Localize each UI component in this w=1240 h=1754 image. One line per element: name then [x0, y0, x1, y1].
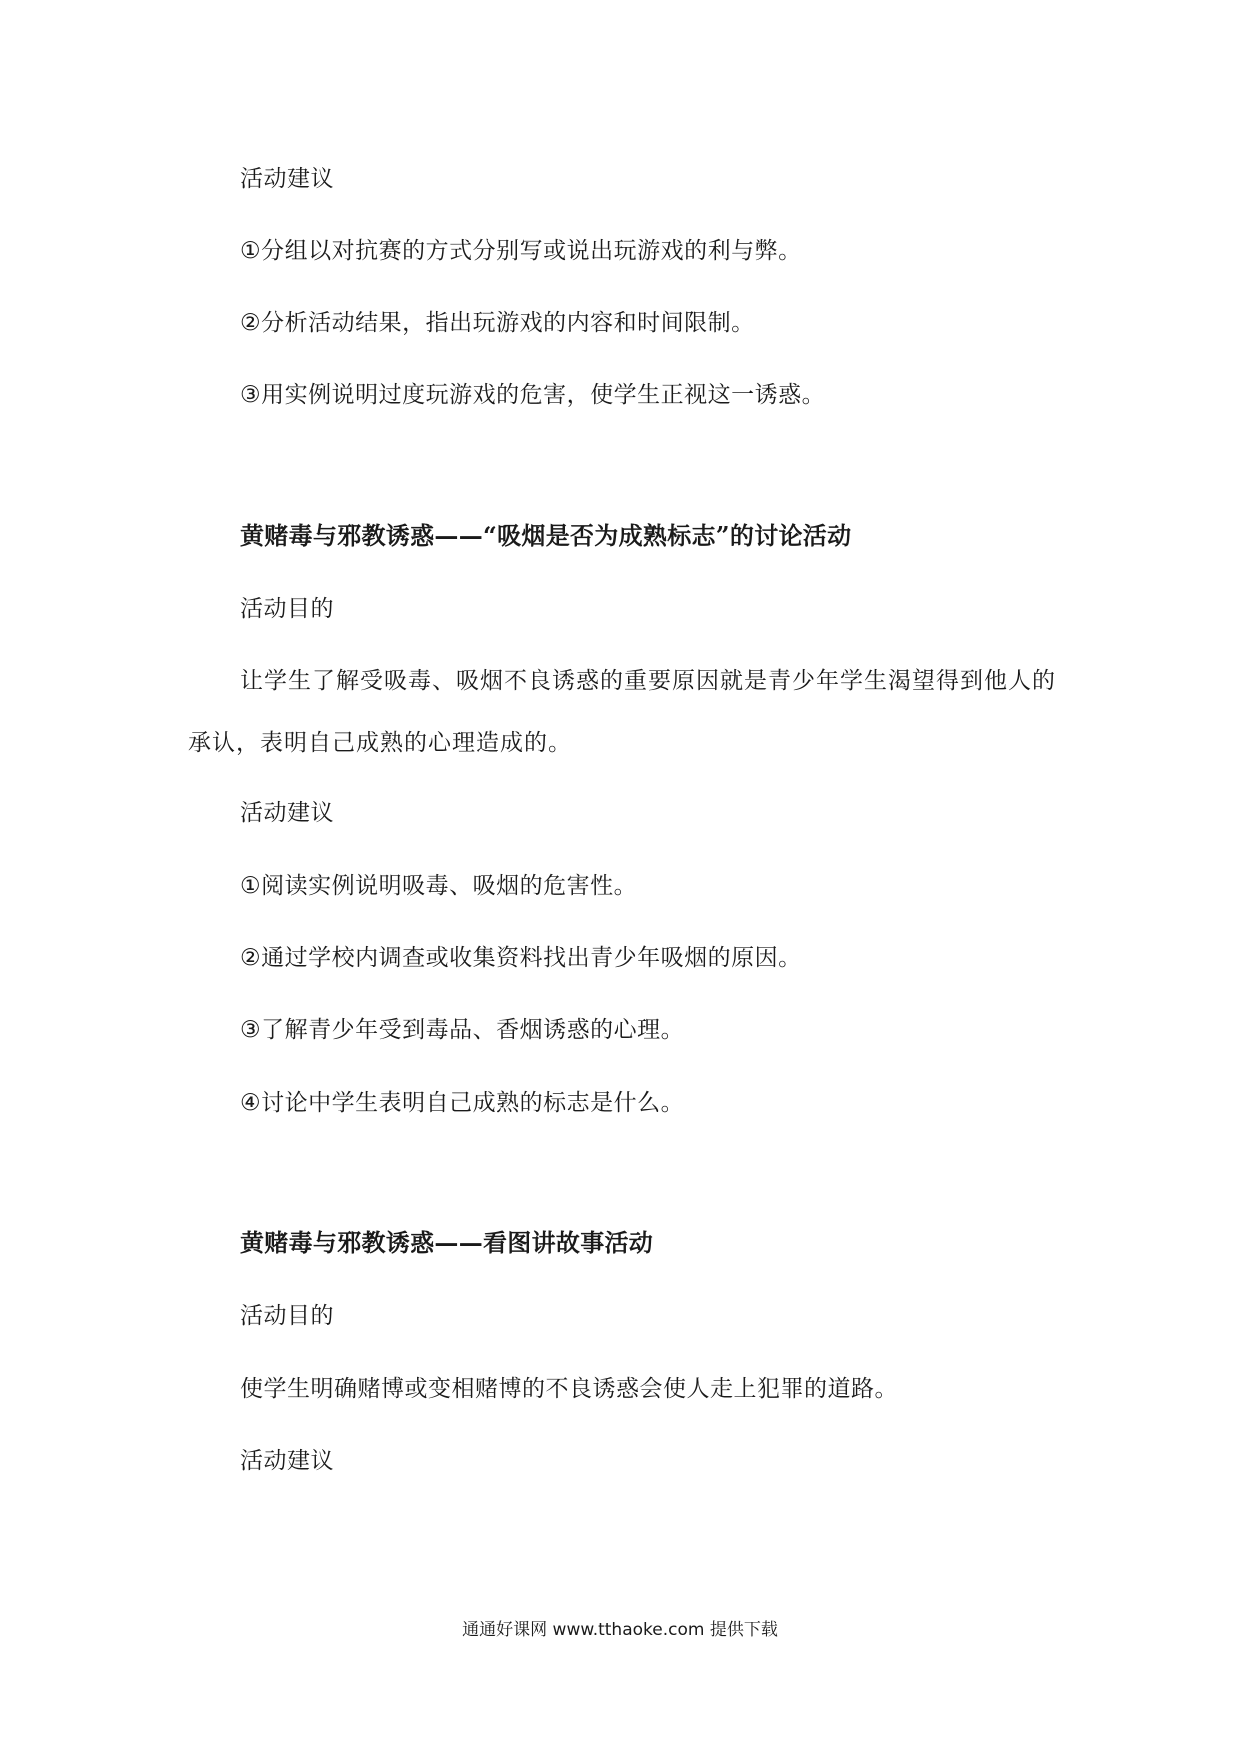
section3-heading: 黄赌毒与邪教诱惑——看图讲故事活动 — [240, 1228, 654, 1257]
section2-purpose-text: 让学生了解受吸毒、吸烟不良诱惑的重要原因就是青少年学生渴望得到他人的承认，表明自己成熟的心理造成的。 — [188, 668, 1056, 756]
section2-item-1: ①阅读实例说明吸毒、吸烟的危害性。 — [240, 873, 638, 899]
section3-purpose-text: 使学生明确赌博或变相赌博的不良诱惑会使人走上犯罪的道路。 — [240, 1376, 898, 1402]
section1-suggest-label: 活动建议 — [240, 166, 334, 192]
section2-item-2: ②通过学校内调查或收集资料找出青少年吸烟的原因。 — [240, 945, 802, 971]
section2-item-4: ④讨论中学生表明自己成熟的标志是什么。 — [240, 1090, 685, 1116]
section1-item-3: ③用实例说明过度玩游戏的危害，使学生正视这一诱惑。 — [240, 382, 826, 408]
section3-suggest-label: 活动建议 — [240, 1448, 334, 1474]
section2-heading: 黄赌毒与邪教诱惑——“吸烟是否为成熟标志”的讨论活动 — [240, 521, 852, 550]
section2-suggest-label: 活动建议 — [240, 800, 334, 826]
section3-purpose-label: 活动目的 — [240, 1303, 334, 1329]
section1-item-1: ①分组以对抗赛的方式分别写或说出玩游戏的利与弊。 — [240, 238, 802, 264]
page-footer: 通通好课网 www.tthaoke.com 提供下载 — [462, 1620, 778, 1640]
section2-purpose-label: 活动目的 — [240, 596, 334, 622]
section1-item-2: ②分析活动结果，指出玩游戏的内容和时间限制。 — [240, 310, 755, 336]
section2-item-3: ③了解青少年受到毒品、香烟诱惑的心理。 — [240, 1017, 685, 1043]
